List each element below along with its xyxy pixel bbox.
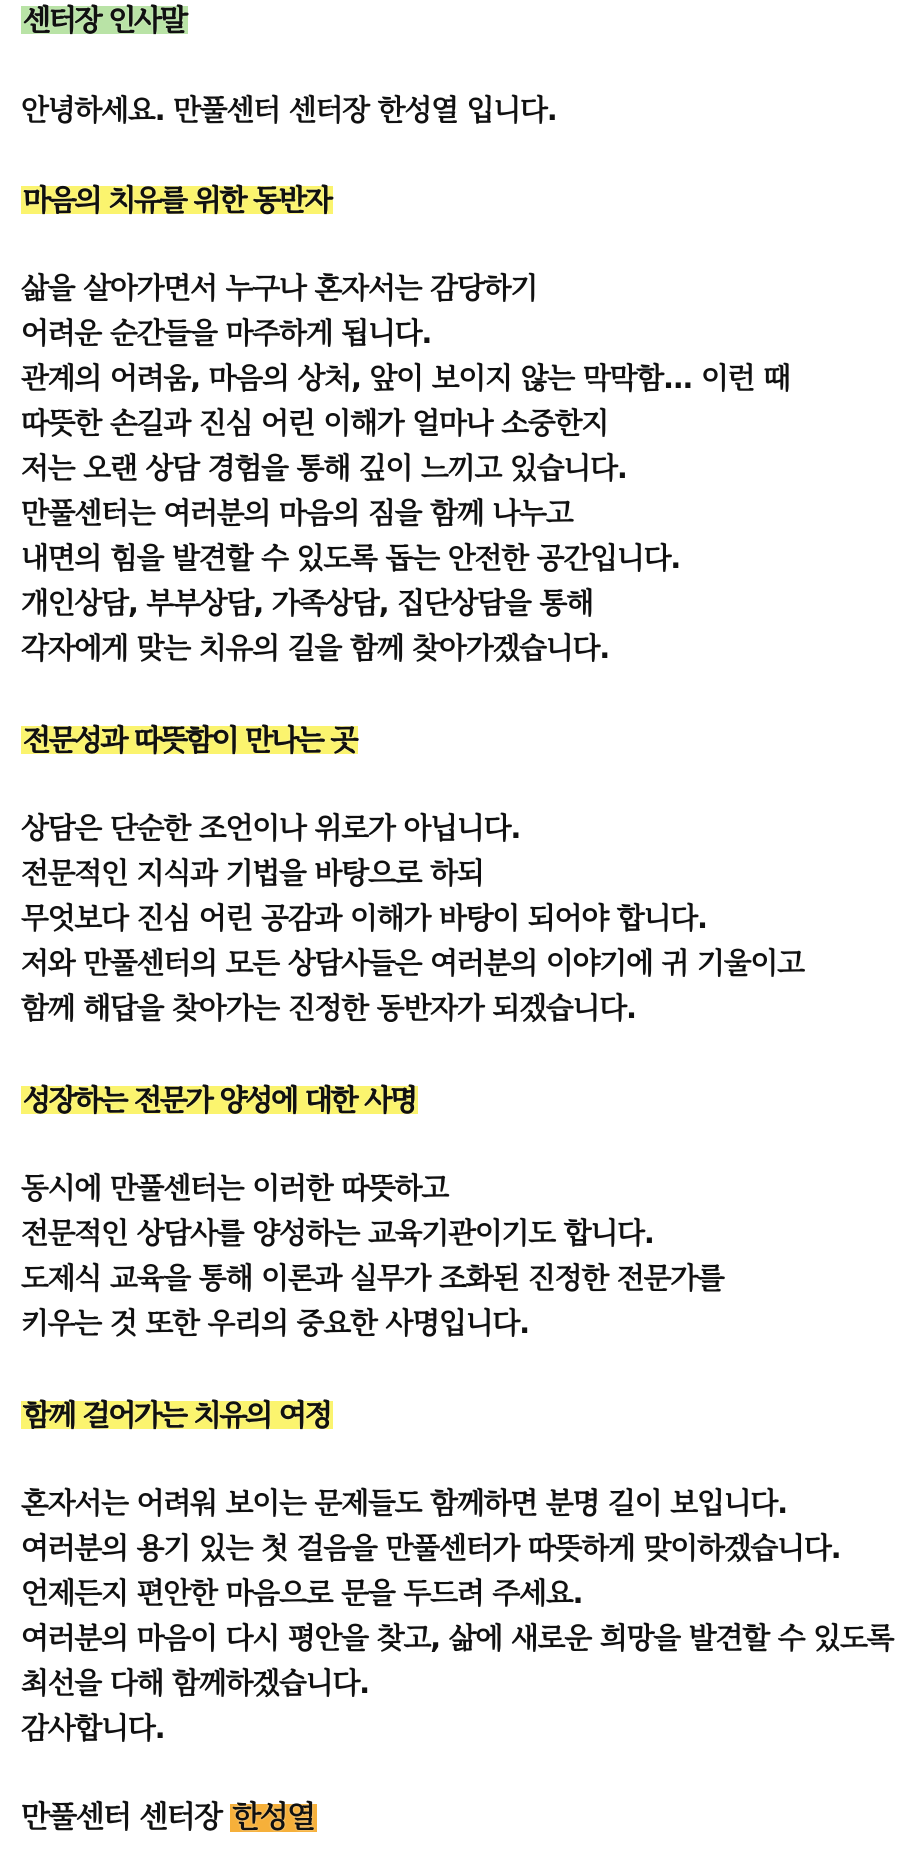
page-title-text: 센터장 인사말 [23,3,186,37]
paragraph-line: 따뜻한 손길과 진심 어린 이해가 얼마나 소중한지 [21,406,609,440]
section-heading-3 [21,1082,418,1118]
paragraph-line: 전문적인 상담사를 양성하는 교육기관이기도 합니다. [21,1216,654,1250]
paragraph-line: 상담은 단순한 조언이나 위로가 아닙니다. [21,811,521,845]
section-heading-text: 성장하는 전문가 양성에 대한 사명 [23,1083,416,1117]
section-heading-text: 마음의 치유를 위한 동반자 [23,183,331,217]
paragraph-line: 혼자서는 어려워 보이는 문제들도 함께하면 분명 길이 보입니다. [21,1486,787,1520]
paragraph-line: 관계의 어려움, 마음의 상처, 앞이 보이지 않는 막막함... 이런 때 [21,361,790,395]
paragraph-line: 최선을 다해 함께하겠습니다. [21,1666,369,1700]
paragraph-line: 전문적인 지식과 기법을 바탕으로 하되 [21,856,484,890]
section-heading-1 [21,182,333,218]
paragraph-line: 키우는 것 또한 우리의 중요한 사명입니다. [21,1306,529,1340]
paragraph-line: 삶을 살아가면서 누구나 혼자서는 감당하기 [21,271,538,305]
paragraph-line: 동시에 만풀센터는 이러한 따뜻하고 [21,1171,449,1205]
page-title [21,2,188,38]
section-heading-text: 함께 걸어가는 치유의 여정 [23,1398,331,1432]
paragraph-line: 내면의 힘을 발견할 수 있도록 돕는 안전한 공간입니다. [21,541,680,575]
section-body-2 [21,806,804,1031]
greeting-text: 안녕하세요. 만풀센터 센터장 한성열 입니다. [21,93,557,127]
paragraph-line: 도제식 교육을 통해 이론과 실무가 조화된 진정한 전문가를 [21,1261,724,1295]
signature [21,1800,317,1836]
paragraph-line: 여러분의 마음이 다시 평안을 찾고, 삶에 새로운 희망을 발견할 수 있도록 [21,1621,894,1655]
section-body-4 [21,1481,893,1751]
paragraph-line: 각자에게 맞는 치유의 길을 함께 찾아가겠습니다. [21,631,609,665]
director-name: 한성열 [232,1800,315,1835]
paragraph-line: 무엇보다 진심 어린 공감과 이해가 바탕이 되어야 합니다. [21,901,707,935]
section-heading-text: 전문성과 따뜻함이 만나는 곳 [23,723,357,757]
paragraph-line: 함께 해답을 찾아가는 진정한 동반자가 되겠습니다. [21,991,636,1025]
paragraph-line: 만풀센터는 여러분의 마음의 짐을 함께 나누고 [21,496,573,530]
paragraph-line: 저는 오랜 상담 경험을 통해 깊이 느끼고 있습니다. [21,451,627,485]
paragraph-line: 언제든지 편안한 마음으로 문을 두드려 주세요. [21,1576,583,1610]
signature-prefix: 만풀센터 센터장 [21,1800,231,1835]
section-heading-4 [21,1397,333,1433]
section-body-3 [21,1166,724,1346]
greeting-line [21,88,556,133]
section-body-1 [21,266,790,671]
paragraph-line: 감사합니다. [21,1711,165,1745]
section-heading-2 [21,722,358,758]
paragraph-line: 저와 만풀센터의 모든 상담사들은 여러분의 이야기에 귀 기울이고 [21,946,804,980]
paragraph-line: 개인상담, 부부상담, 가족상담, 집단상담을 통해 [21,586,593,620]
paragraph-line: 여러분의 용기 있는 첫 걸음을 만풀센터가 따뜻하게 맞이하겠습니다. [21,1531,841,1565]
paragraph-line: 어려운 순간들을 마주하게 됩니다. [21,316,432,350]
